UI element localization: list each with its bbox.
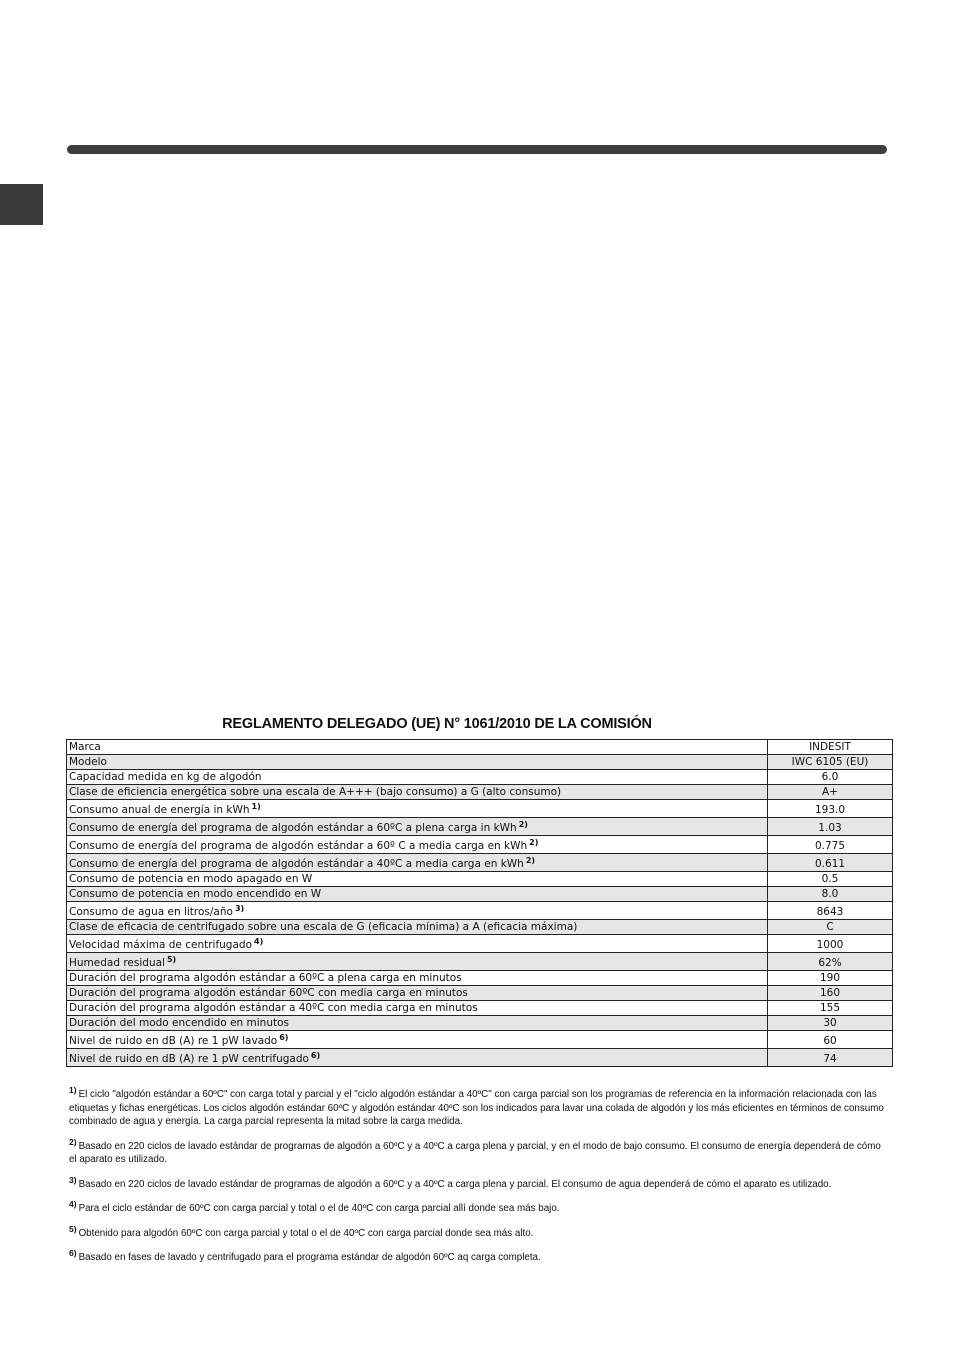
row-label-text: Modelo — [69, 756, 107, 768]
row-label-text: Clase de eficacia de centrifugado sobre una escala de G (eficacia mínima) a A (eficacia máxima) — [69, 921, 578, 933]
row-label-text: Consumo de energía del programa de algodón estándar a 60ºC a plena carga in kWh — [69, 822, 517, 834]
footnote-item — [69, 1199, 889, 1216]
row-label — [67, 872, 768, 887]
row-label-text: Humedad residual — [69, 957, 165, 969]
footnote-ref: 2) — [518, 820, 528, 829]
table-row — [67, 836, 893, 854]
row-label — [67, 986, 768, 1001]
table-row — [67, 755, 893, 770]
table-row — [67, 920, 893, 935]
footnote-mark: 1) — [69, 1085, 77, 1095]
table-row — [67, 1001, 893, 1016]
row-value: 1000 — [768, 935, 893, 953]
row-label-text: Duración del programa algodón estándar 60ºC con media carga en minutos — [69, 987, 468, 999]
row-value: 0.5 — [768, 872, 893, 887]
footnote-text: Basado en 220 ciclos de lavado estándar de programas de algodón a 60ºC y a 40ºC a carga plena y parcial. El consumo de agua dependerá de cómo el aparato es utilizado. — [78, 1178, 832, 1190]
table-row — [67, 872, 893, 887]
footnote-ref: 3) — [234, 904, 245, 913]
footnote-mark: 4) — [69, 1199, 77, 1209]
footnote-ref: 6) — [279, 1033, 289, 1042]
row-value: 0.611 — [768, 854, 893, 872]
row-label-text: Nivel de ruido en dB (A) re 1 pW lavado — [69, 1035, 278, 1047]
row-label — [67, 1016, 768, 1031]
table-row — [67, 953, 893, 971]
footnote-item — [69, 1174, 889, 1192]
product-fiche-table — [66, 739, 893, 1067]
footnote-ref: 5) — [166, 955, 177, 964]
footnote-text: Para el ciclo estándar de 60ºC con carga parcial y total o el de 40ºC con carga parcial allí donde sea más bajo. — [78, 1203, 560, 1214]
table-row — [67, 902, 893, 920]
footnote-text: Basado en 220 ciclos de lavado estándar de programas de algodón a 60ºC y a 40ºC a carga plena y parcial, y en el modo de bajo consumo. El consumo de energía dependerá de cómo el aparato es utilizado. — [69, 1140, 881, 1165]
row-label — [67, 887, 768, 902]
regulation-title: REGLAMENTO DELEGADO (UE) N° 1061/2010 DE LA COMISIÓN — [222, 716, 652, 732]
footnote-item — [69, 1136, 889, 1167]
footnote-ref: 1) — [251, 802, 261, 811]
footnote-mark: 6) — [69, 1248, 77, 1258]
row-value: 60 — [768, 1031, 893, 1049]
row-value: 74 — [768, 1049, 893, 1067]
footnote-ref: 4) — [254, 937, 264, 946]
row-label — [67, 935, 768, 953]
row-label — [67, 953, 768, 971]
footnote-mark: 3) — [69, 1174, 77, 1185]
footnote-ref: 6) — [310, 1051, 321, 1060]
row-value: A+ — [768, 785, 893, 800]
footnote-text: El ciclo "algodón estándar a 60ºC" con carga total y parcial y el "ciclo algodón estándar a 40ºC" con carga parcial son los programas de referencia en la información relacionada con las etiquetas y fichas energéticas. Los ciclos algodón estándar 60ºC y algodón estándar 40ºC son los indicados para lavar una colada de algodón y los más eficientes en términos de consumo combinado de agua y energía. La carga parcial representa la mitad sobre la carga medida. — [69, 1089, 884, 1127]
row-label-text: Consumo anual de energía in kWh — [69, 804, 250, 816]
footnote-text: Obtenido para algodón 60ºC con carga parcial y total o el de 40ºC con carga parcial donde sea más alto. — [78, 1227, 534, 1239]
row-label — [67, 1049, 768, 1067]
row-label — [67, 854, 768, 872]
row-value: 1.03 — [768, 818, 893, 836]
table-row — [67, 1031, 893, 1049]
row-value: 155 — [768, 1001, 893, 1016]
row-value: 8.0 — [768, 887, 893, 902]
row-label-text: Consumo de agua en litros/año — [69, 906, 233, 918]
row-value: 62% — [768, 953, 893, 971]
table-row — [67, 1016, 893, 1031]
row-label-text: Nivel de ruido en dB (A) re 1 pW centrifugado — [69, 1053, 309, 1065]
table-row — [67, 818, 893, 836]
row-label-text: Capacidad medida en kg de algodón — [69, 771, 262, 783]
row-label-text: Consumo de energía del programa de algodón estándar a 40ºC a media carga en kWh — [69, 858, 524, 870]
row-value: 6.0 — [768, 770, 893, 785]
row-label — [67, 1031, 768, 1049]
row-label-text: Consumo de energía del programa de algodón estándar a 60º C a media carga en kWh — [69, 840, 528, 852]
footnote-text: Basado en fases de lavado y centrifugado para el programa estándar de algodón 60ºC aq carga completa. — [78, 1252, 541, 1263]
row-label — [67, 785, 768, 800]
table-row — [67, 971, 893, 986]
row-value: 160 — [768, 986, 893, 1001]
table-row — [67, 935, 893, 953]
row-label — [67, 920, 768, 935]
row-value: IWC 6105 (EU) — [768, 755, 893, 770]
row-label — [67, 902, 768, 920]
footnote-ref: 2) — [529, 838, 539, 847]
table-row — [67, 887, 893, 902]
row-label — [67, 740, 768, 755]
table-row — [67, 986, 893, 1001]
table-row — [67, 1049, 893, 1067]
row-value: INDESIT — [768, 740, 893, 755]
row-label — [67, 755, 768, 770]
row-label — [67, 971, 768, 986]
table-row — [67, 785, 893, 800]
footnotes — [69, 1085, 889, 1276]
row-label-text: Duración del modo encendido en minutos — [69, 1017, 289, 1029]
row-label-text: Clase de eficiencia energética sobre una escala de A+++ (bajo consumo) a G (alto consumo) — [69, 786, 562, 798]
table-row — [67, 770, 893, 785]
section-tab-marker — [0, 184, 43, 225]
row-value: 30 — [768, 1016, 893, 1031]
footnote-ref: 2) — [525, 856, 536, 865]
row-label — [67, 770, 768, 785]
row-value: 8643 — [768, 902, 893, 920]
header-rule — [67, 145, 887, 154]
footnote-item — [69, 1085, 889, 1129]
footnote-item — [69, 1248, 889, 1265]
table-row — [67, 800, 893, 818]
row-label-text: Consumo de potencia en modo apagado en W — [69, 873, 313, 885]
row-label-text: Velocidad máxima de centrifugado — [69, 939, 252, 951]
row-label-text: Marca — [69, 741, 101, 753]
footnote-mark: 2) — [69, 1136, 77, 1147]
row-label — [67, 1001, 768, 1016]
footnote-mark: 5) — [69, 1223, 77, 1234]
row-label — [67, 818, 768, 836]
row-value: 190 — [768, 971, 893, 986]
row-label — [67, 836, 768, 854]
row-value: 0.775 — [768, 836, 893, 854]
footnote-item — [69, 1223, 889, 1241]
table-row — [67, 740, 893, 755]
row-label-text: Duración del programa algodón estándar a 40ºC con media carga en minutos — [69, 1002, 478, 1014]
row-value: 193.0 — [768, 800, 893, 818]
row-label — [67, 800, 768, 818]
row-label-text: Consumo de potencia en modo encendido en W — [69, 888, 322, 900]
table-row — [67, 854, 893, 872]
row-value: C — [768, 920, 893, 935]
row-label-text: Duración del programa algodón estándar a 60ºC a plena carga en minutos — [69, 972, 462, 984]
